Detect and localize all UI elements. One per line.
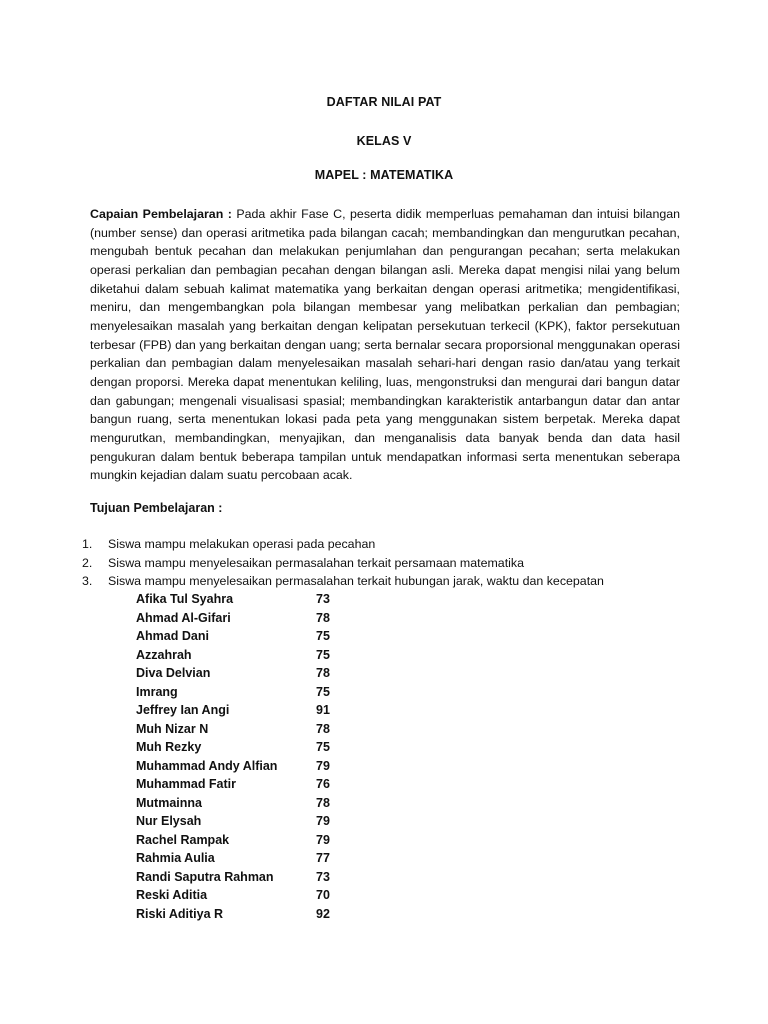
- student-score: 77: [316, 851, 330, 865]
- student-name: Riski Aditiya R: [136, 906, 224, 921]
- student-score: 75: [316, 740, 330, 754]
- objective-item: [82, 572, 604, 591]
- score-row: [136, 627, 356, 646]
- student-name: Muhammad Andy Alfian: [136, 758, 278, 773]
- student-name: Nur Elysah: [136, 814, 202, 828]
- student-name: Imrang: [136, 684, 178, 699]
- student-name: Rahmia Aulia: [136, 851, 215, 865]
- score-row: [136, 664, 356, 683]
- student-name: Afika Tul Syahra: [136, 592, 234, 606]
- score-row: [136, 757, 356, 776]
- class-heading: KELAS V: [356, 134, 412, 148]
- capaian-label: Capaian Pembelajaran :: [90, 207, 232, 221]
- score-row: [136, 868, 356, 887]
- student-name: Diva Delvian: [136, 666, 211, 680]
- student-score: 78: [316, 721, 330, 736]
- subject-heading: MAPEL : MATEMATIKA: [314, 168, 454, 182]
- objective-number: 1.: [82, 537, 93, 551]
- capaian-paragraph: [90, 205, 680, 485]
- objective-text: Siswa mampu menyelesaikan permasalahan terkait hubungan jarak, waktu dan kecepatan: [108, 574, 604, 588]
- score-row: [136, 590, 356, 609]
- score-row: [136, 646, 356, 665]
- score-row: [136, 831, 356, 850]
- objective-item: [82, 535, 604, 554]
- tujuan-title: Tujuan Pembelajaran :: [90, 501, 223, 515]
- student-score: 73: [316, 592, 330, 606]
- student-name: Azzahrah: [136, 647, 192, 662]
- student-name: Muhammad Fatir: [136, 777, 237, 791]
- score-row: [136, 609, 356, 628]
- student-name: Rachel Rampak: [136, 832, 230, 847]
- student-score: 79: [316, 814, 330, 828]
- score-row: [136, 794, 356, 813]
- objective-text: Siswa mampu menyelesaikan permasalahan terkait persamaan matematika: [108, 555, 524, 570]
- score-row: [136, 701, 356, 720]
- objective-number: 2.: [82, 555, 93, 570]
- student-name: Mutmainna: [136, 795, 202, 810]
- student-name: Muh Nizar N: [136, 721, 209, 736]
- student-name: Ahmad Al-Gifari: [136, 610, 231, 625]
- student-score: 76: [316, 777, 330, 791]
- score-row: [136, 683, 356, 702]
- student-name: Ahmad Dani: [136, 629, 209, 643]
- student-score: 92: [316, 906, 330, 921]
- student-score: 78: [316, 610, 330, 625]
- score-row: [136, 812, 356, 831]
- student-score: 70: [316, 888, 330, 902]
- student-name: Reski Aditia: [136, 888, 208, 902]
- score-row: [136, 775, 356, 794]
- student-score: 79: [316, 832, 330, 847]
- capaian-text: Pada akhir Fase C, peserta didik memperluas pemahaman dan intuisi bilangan (number sense) dan operasi aritmetika pada bilangan cacah; membandingkan dan mengurutkan pecahan, mengubah bentuk pecahan dan melakukan penjumlahan dan pengurangan pecahan; serta melakukan operasi perkalian dan pembagian pecahan dengan bilangan asli. Mereka dapat mengisi nilai yang belum diketahui dalam sebuah kalimat matematika yang berkaitan dengan operasi aritmetika; mengidentifikasi, meniru, dan mengembangkan pola bilangan membesar yang melibatkan perkalian dan pembagian; menyelesaikan masalah yang berkaitan dengan kelipatan persekutuan terkecil (KPK), faktor persekutuan terbesar (FPB) dan yang berkaitan dengan uang; serta bernalar secara proporsional menggunakan operasi perkalian dan pembagian dalam menyelesaikan masalah sehari-hari dengan rasio dan/atau yang terkait dengan proporsi. Mereka dapat menentukan keliling, luas, mengonstruksi dan mengurai dari bangun datar dan gabungan; mengenali visualisasi spasial; membandingkan karakteristik antarbangun datar dan antar bangun ruang, serta menentukan lokasi pada peta yang menggunakan sistem berpetak. Mereka dapat mengurutkan, membandingkan, menyajikan, dan menganalisis data banyak benda dan data hasil pengukuran dalam bentuk beberapa tampilan untuk mendapatkan informasi serta menentukan seberapa mungkin kejadian dalam suatu percobaan acak.: [90, 207, 681, 483]
- objectives-list: [82, 535, 604, 591]
- student-name: Randi Saputra Rahman: [136, 869, 274, 884]
- score-row: [136, 720, 356, 739]
- document-title: DAFTAR NILAI PAT: [326, 95, 442, 109]
- student-score: 75: [316, 647, 330, 662]
- student-score: 78: [316, 795, 330, 810]
- student-score: 75: [316, 629, 330, 643]
- student-score: 73: [316, 869, 330, 884]
- score-row: [136, 905, 356, 924]
- student-score: 91: [316, 703, 330, 717]
- score-row: [136, 849, 356, 868]
- objective-text: Siswa mampu melakukan operasi pada pecahan: [108, 537, 376, 551]
- student-score: 75: [316, 684, 330, 699]
- student-name: Jeffrey Ian Angi: [136, 703, 230, 717]
- student-score: 79: [316, 758, 330, 773]
- student-name: Muh Rezky: [136, 740, 202, 754]
- student-score: 78: [316, 666, 330, 680]
- score-row: [136, 738, 356, 757]
- objective-item: [82, 554, 604, 573]
- score-list: [136, 590, 356, 923]
- objective-number: 3.: [82, 574, 93, 588]
- score-row: [136, 886, 356, 905]
